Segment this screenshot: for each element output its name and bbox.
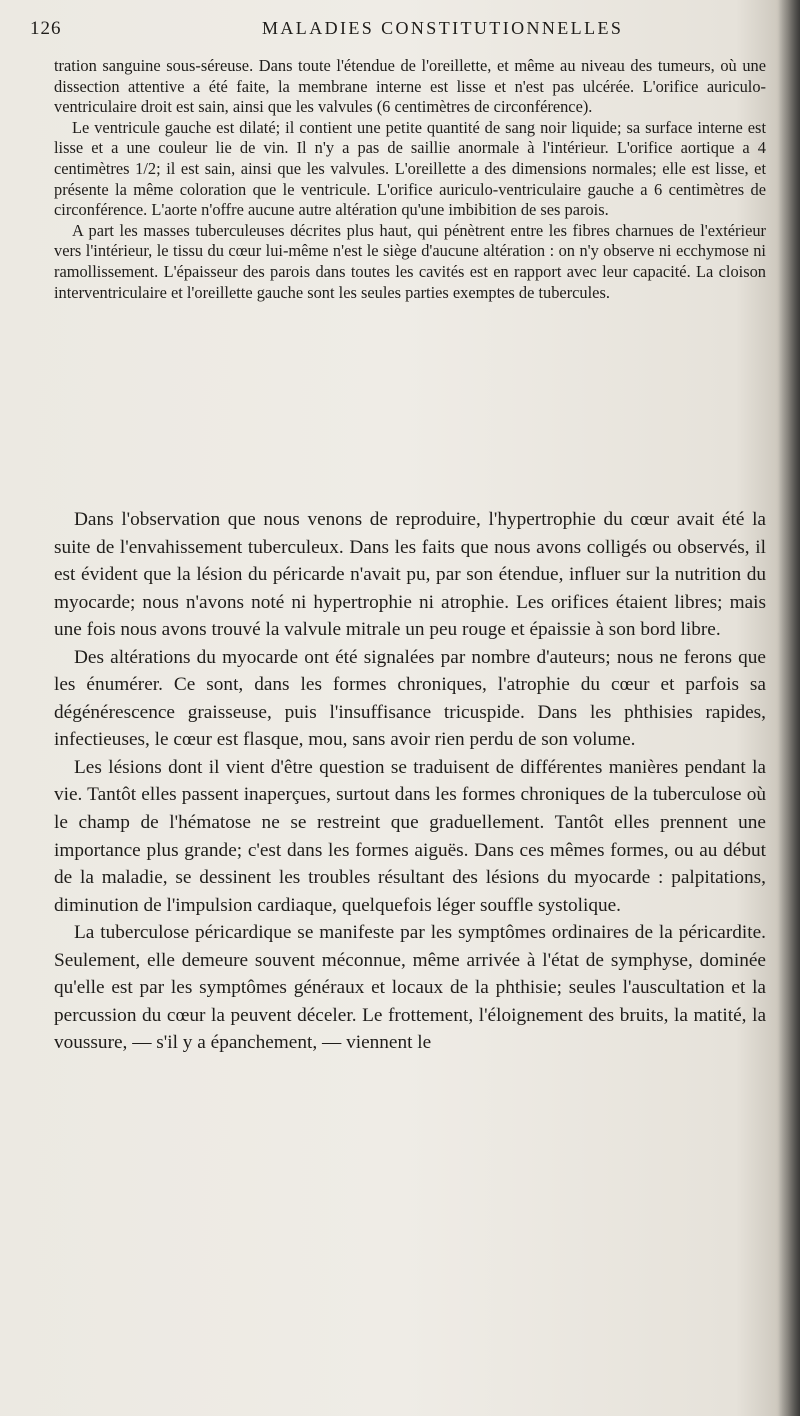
running-title: MALADIES CONSTITUTIONNELLES	[262, 18, 624, 38]
body-paragraph-3: Les lésions dont il vient d'être question se traduisent de différentes manières pendant la vie. Tantôt elles passent inaperçues, surtout dans les formes chroniques de la tuberculose où le champ de l'hématose ne se restreint que graduellement. Tantôt elles prennent une importance plus grande; c'est dans les formes aiguës. Dans ces mêmes formes, ou au début de la maladie, se dessinent les troubles résultant des lésions du myocarde : palpitations, diminution de l'impulsion cardiaque, quelquefois léger souffle systolique.	[54, 756, 766, 916]
main-body-text	[54, 506, 766, 1057]
page-edge-shadow	[778, 0, 800, 1416]
body-paragraph-2: Des altérations du myocarde ont été signalées par nombre d'auteurs; nous ne ferons que les énumérer. Ce sont, dans les formes chroniques, l'atrophie du cœur et parfois sa dégénérescence graisseuse, puis l'insuffisance tricuspide. Dans les phthisies rapides, infectieuses, le cœur est flasque, mou, sans avoir rien perdu de son volume.	[54, 646, 766, 751]
case-report-paragraph-1: tration sanguine sous-séreuse. Dans toute l'étendue de l'oreillette, et même au niveau des tumeurs, où une dissection attentive a été faite, la membrane interne est lisse et n'est pas ulcérée. L'orifice auriculo-ventriculaire droit est sain, ainsi que les valvules (6 centimètres de circonférence).	[54, 56, 766, 117]
case-report-text	[54, 56, 766, 303]
running-head	[30, 16, 770, 46]
case-report-paragraph-3: A part les masses tuberculeuses décrites plus haut, qui pénètrent entre les fibres charnues de l'extérieur vers l'intérieur, le tissu du cœur lui-même n'est le siège d'aucune altération : on n'y observe ni ecchymose ni ramollissement. L'épaisseur des parois dans toutes les cavités est en rapport avec leur capacité. La cloison interventriculaire et l'oreillette gauche sont les seules parties exemptes de tubercules.	[54, 220, 766, 302]
body-paragraph-4: La tuberculose péricardique se manifeste par les symptômes ordinaires de la péricardite. Seulement, elle demeure souvent méconnue, même arrivée à l'état de symphyse, dominée qu'elle est par les symptômes généraux et locaux de la phthisie; seules l'auscultation et la percussion du cœur la peuvent déceler. Le frottement, l'éloignement des bruits, la matité, la voussure, — s'il y a épanchement, — viennent le	[54, 922, 766, 1054]
body-paragraph-1: Dans l'observation que nous venons de reproduire, l'hypertrophie du cœur avait été la suite de l'envahissement tuberculeux. Dans les faits que nous avons colligés ou observés, il est évident que la lésion du péricarde n'avait pu, par son étendue, influer sur la nutrition du myocarde; nous n'avons noté ni hypertrophie ni atrophie. Les orifices étaient libres; mais une fois nous avons trouvé la valvule mitrale un peu rouge et épaissie à son bord libre.	[54, 509, 766, 641]
case-report-paragraph-2: Le ventricule gauche est dilaté; il contient une petite quantité de sang noir liquide; sa surface interne est lisse et a une couleur lie de vin. Il n'y a pas de saillie anormale à l'intérieur. L'orifice aortique a 4 centimètres 1/2; il est sain, ainsi que les valvules. L'oreillette a des dimensions normales; elle est lisse, et présente la même coloration que le ventricule. L'orifice auriculo-ventriculaire gauche a 6 centimètres de circonférence. L'aorte n'offre aucune autre altération qu'une imbibition de ses parois.	[54, 117, 766, 220]
page-number: 126	[30, 18, 62, 39]
